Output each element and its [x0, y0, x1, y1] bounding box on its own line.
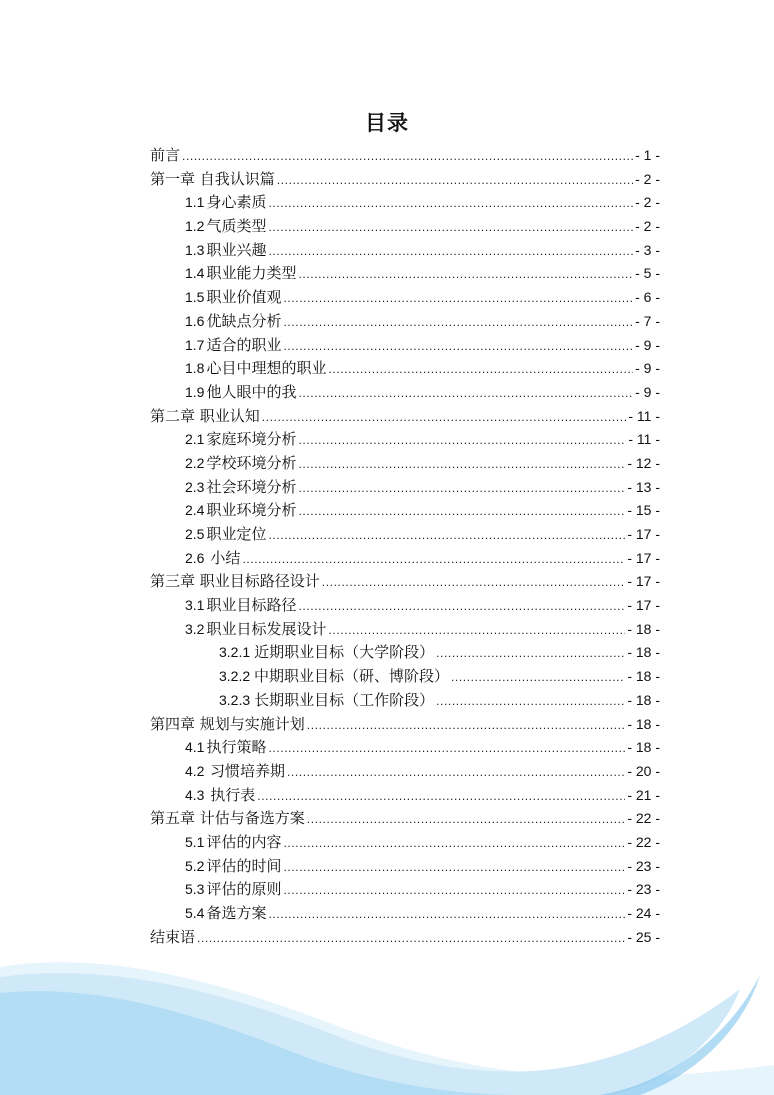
toc-entry-number: 3.2.2	[219, 668, 251, 685]
toc-entry-title: 习惯培养期	[209, 761, 285, 780]
toc-entry-title: 职业能力类型	[206, 264, 297, 283]
toc-page-number: - 18 -	[627, 620, 660, 637]
toc-dot-leader	[436, 690, 625, 713]
toc-entry-title: 他人眼中的我	[206, 382, 297, 401]
toc-page-number: - 24 -	[627, 905, 660, 921]
toc-entry-title: 评估的时间	[206, 856, 282, 875]
toc-entry-number: 2.1	[185, 431, 205, 448]
toc-dot-leader	[197, 927, 625, 950]
toc-entry-number: 1.5	[185, 289, 205, 306]
toc-dot-leader	[298, 453, 625, 476]
toc-dot-leader	[283, 832, 625, 855]
toc-entry-title: 评估的内容	[206, 832, 282, 851]
toc-entry[interactable]	[150, 405, 660, 429]
toc-dot-leader	[283, 335, 633, 358]
toc-entry-number: 3.2.3	[219, 691, 251, 708]
toc-page-number: - 12 -	[627, 454, 660, 471]
toc-dot-leader	[268, 903, 625, 926]
toc-page-number: - 5 -	[635, 265, 660, 282]
toc-entry[interactable]	[150, 689, 660, 713]
toc-page-number: - 23 -	[627, 857, 660, 874]
toc-entry[interactable]	[150, 357, 660, 381]
toc-entry[interactable]	[150, 570, 660, 594]
toc-entry-title: 评估的原则	[206, 880, 282, 899]
toc-entry-number: 1.7	[185, 336, 205, 353]
toc-entry-title: 小结	[210, 548, 241, 567]
toc-page-number: - 3 -	[635, 241, 660, 258]
toc-dot-leader	[268, 216, 633, 239]
toc-entry[interactable]	[150, 878, 660, 902]
toc-entry[interactable]	[150, 902, 660, 926]
toc-entry-title: 职业价值观	[206, 288, 282, 307]
toc-entry-number: 2.6	[185, 549, 205, 566]
toc-entry-number: 5.4	[185, 905, 205, 921]
toc-entry-title: 心目中理想的职业	[206, 359, 327, 378]
toc-page-number: - 13 -	[627, 478, 660, 495]
toc-page-number: - 17 -	[627, 549, 660, 566]
toc-page-number: - 18 -	[627, 644, 660, 661]
toc-entry-title: 职业环境分析	[206, 501, 297, 520]
toc-entry[interactable]	[150, 215, 660, 239]
toc-entry[interactable]	[150, 855, 660, 879]
toc-dot-leader	[298, 477, 625, 500]
toc-dot-leader	[322, 571, 626, 594]
toc-entry-title: 身心素质	[206, 193, 267, 212]
toc-dot-leader	[283, 856, 625, 879]
toc-entry-title: 学校环境分析	[206, 453, 297, 472]
toc-entry-number: 1.1	[185, 194, 205, 211]
toc-entry-number: 5.2	[185, 857, 205, 874]
toc-page-number: - 6 -	[635, 289, 660, 306]
toc-page-number: - 9 -	[635, 360, 660, 377]
toc-page-number: - 11 -	[628, 407, 660, 424]
toc-entry-title: 结束语	[150, 927, 196, 946]
toc-entry-number: 2.2	[185, 454, 205, 471]
toc-entry[interactable]	[150, 760, 660, 784]
toc-entry-number: 5.3	[185, 881, 205, 898]
toc-entry-number: 2.4	[185, 502, 205, 519]
toc-dot-leader	[182, 145, 633, 168]
toc-page-number: - 21 -	[627, 786, 660, 803]
toc-dot-leader	[307, 808, 626, 831]
table-of-contents	[150, 144, 660, 949]
toc-page-number: - 9 -	[635, 336, 660, 353]
toc-dot-leader	[257, 785, 625, 808]
toc-dot-leader	[277, 169, 633, 192]
toc-entry-number: 1.8	[185, 360, 205, 377]
toc-entry[interactable]	[150, 499, 660, 523]
toc-page-number: - 25 -	[627, 928, 660, 945]
toc-entry[interactable]	[150, 926, 660, 950]
toc-entry[interactable]	[150, 807, 660, 831]
toc-entry-title: 优缺点分析	[206, 311, 282, 330]
toc-page-number: - 11 -	[628, 431, 660, 448]
toc-dot-leader	[436, 642, 625, 665]
toc-dot-leader	[307, 714, 626, 737]
toc-entry-title: 长期职业目标（工作阶段）	[254, 690, 435, 709]
toc-entry[interactable]	[150, 334, 660, 358]
toc-dot-leader	[268, 192, 633, 215]
toc-page-number: - 18 -	[627, 715, 660, 732]
toc-dot-leader	[268, 737, 625, 760]
toc-page-number: - 23 -	[627, 881, 660, 898]
toc-dot-leader	[298, 263, 633, 286]
toc-entry[interactable]	[150, 476, 660, 500]
toc-page-number: - 20 -	[627, 762, 660, 779]
toc-entry-title: 职业兴趣	[206, 240, 267, 259]
toc-entry[interactable]	[150, 523, 660, 547]
toc-entry-number: 3.2.1	[219, 644, 251, 661]
toc-entry-title: 执行表	[210, 785, 256, 804]
toc-page-number: - 22 -	[627, 833, 660, 850]
toc-entry[interactable]	[150, 239, 660, 263]
toc-entry-number: 3.1	[185, 597, 205, 614]
toc-entry[interactable]	[150, 736, 660, 760]
toc-dot-leader	[451, 666, 625, 689]
toc-dot-leader	[298, 500, 625, 523]
toc-entry-title: 第一章 自我认识篇	[150, 169, 275, 188]
toc-dot-leader	[298, 429, 626, 452]
toc-page-number: - 17 -	[627, 573, 660, 590]
toc-dot-leader	[283, 311, 633, 334]
toc-dot-leader	[298, 595, 625, 618]
toc-entry[interactable]	[150, 594, 660, 618]
toc-entry-number: 3.2	[185, 620, 205, 637]
toc-entry[interactable]	[150, 286, 660, 310]
toc-entry[interactable]	[150, 784, 660, 808]
toc-page-number: - 1 -	[635, 147, 660, 163]
toc-dot-leader	[268, 524, 625, 547]
toc-page-number: - 15 -	[627, 502, 660, 519]
toc-dot-leader	[298, 382, 633, 405]
toc-entry-number: 4.1	[185, 739, 205, 756]
toc-page-number: - 2 -	[635, 218, 660, 235]
decorative-wave	[0, 955, 774, 1095]
toc-page-number: - 17 -	[627, 597, 660, 614]
toc-dot-leader	[283, 879, 625, 902]
toc-entry-title: 备选方案	[206, 904, 267, 922]
toc-entry[interactable]	[150, 144, 660, 168]
toc-entry-title: 职业日标发展设计	[206, 619, 327, 638]
toc-page-number: - 2 -	[635, 194, 660, 211]
toc-entry-number: 1.3	[185, 241, 205, 258]
toc-page-number: - 9 -	[635, 383, 660, 400]
toc-page-number: - 22 -	[627, 810, 660, 827]
toc-entry[interactable]	[150, 168, 660, 192]
toc-entry[interactable]	[150, 452, 660, 476]
toc-entry-number: 1.9	[185, 383, 205, 400]
toc-entry-number: 1.2	[185, 218, 205, 235]
toc-entry-title: 气质类型	[206, 217, 267, 236]
toc-entry[interactable]	[150, 428, 660, 452]
toc-page-number: - 18 -	[627, 739, 660, 756]
toc-page-number: - 18 -	[627, 691, 660, 708]
toc-entry-title: 第五章 计估与备选方案	[150, 809, 305, 828]
toc-page-number: - 7 -	[635, 312, 660, 329]
toc-entry[interactable]	[150, 665, 660, 689]
toc-entry-title: 职业定位	[206, 525, 267, 543]
toc-entry-number: 2.5	[185, 526, 205, 542]
toc-entry[interactable]	[150, 262, 660, 286]
toc-dot-leader	[328, 358, 633, 381]
toc-entry-title: 前言	[150, 146, 181, 164]
toc-entry-title: 家庭环境分析	[206, 430, 297, 449]
toc-dot-leader	[268, 240, 633, 263]
toc-page-number: - 2 -	[635, 170, 660, 187]
toc-entry[interactable]	[150, 310, 660, 334]
toc-entry-title: 第三章 职业目标路径设计	[150, 572, 320, 591]
toc-dot-leader	[242, 548, 625, 571]
toc-entry-number: 4.3	[185, 786, 205, 803]
toc-entry[interactable]	[150, 381, 660, 405]
toc-entry-title: 社会环境分析	[206, 477, 297, 496]
toc-dot-leader	[328, 619, 625, 642]
toc-entry-title: 第四章 规划与实施计划	[150, 714, 305, 733]
toc-entry-title: 中期职业目标（研、博阶段）	[253, 667, 449, 686]
toc-entry-title: 职业目标路径	[206, 596, 297, 615]
toc-title: 目录	[365, 110, 409, 135]
toc-entry[interactable]	[150, 641, 660, 665]
toc-entry-number: 5.1	[185, 833, 205, 850]
toc-entry[interactable]	[150, 618, 660, 642]
toc-entry-number: 2.3	[185, 478, 205, 495]
toc-entry-number: 1.4	[185, 265, 205, 282]
toc-page-number: - 18 -	[627, 668, 660, 685]
toc-dot-leader	[287, 761, 625, 784]
toc-entry[interactable]	[150, 831, 660, 855]
toc-entry[interactable]	[150, 713, 660, 737]
toc-dot-leader	[262, 406, 627, 429]
toc-dot-leader	[283, 287, 633, 310]
toc-entry[interactable]	[150, 547, 660, 571]
toc-entry-title: 第二章 职业认知	[150, 406, 260, 425]
toc-entry-title: 执行策略	[206, 738, 267, 757]
toc-entry[interactable]	[150, 191, 660, 215]
toc-entry-title: 适合的职业	[206, 335, 282, 354]
toc-page-number: - 17 -	[627, 526, 660, 542]
toc-entry-number: 1.6	[185, 312, 205, 329]
toc-entry-title: 近期职业目标（大学阶段）	[254, 643, 435, 662]
toc-entry-number: 4.2	[185, 762, 205, 779]
